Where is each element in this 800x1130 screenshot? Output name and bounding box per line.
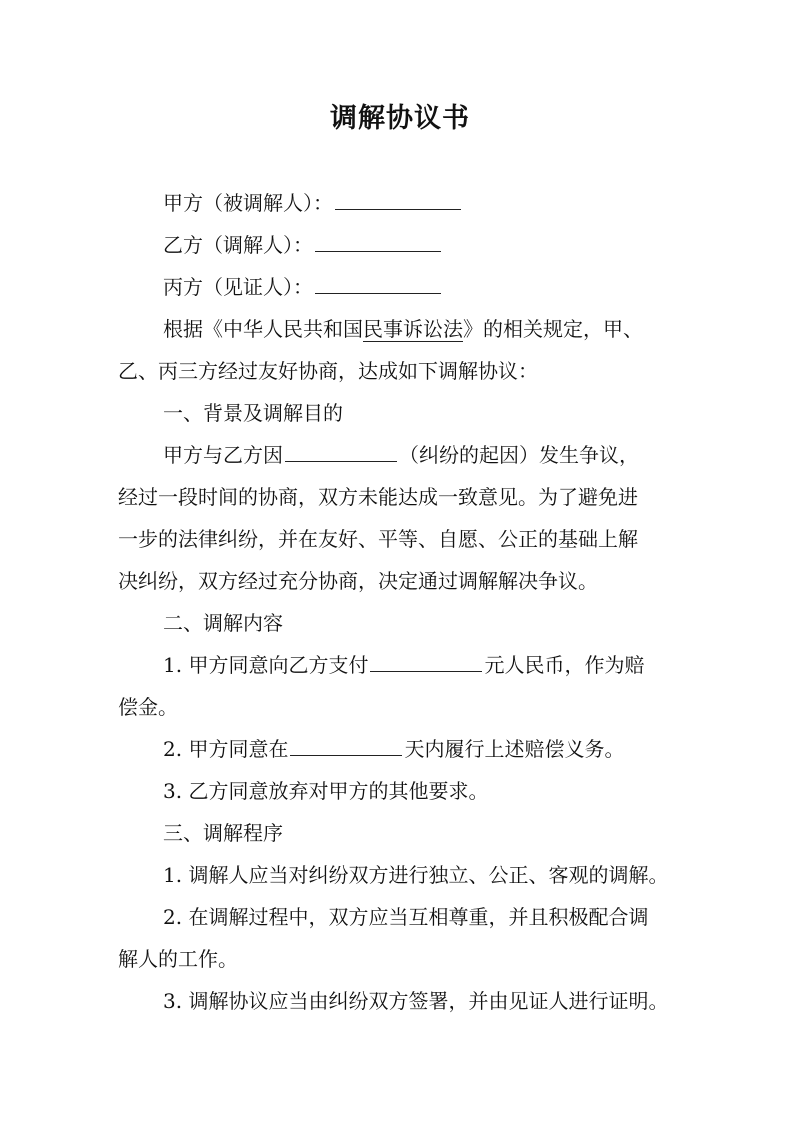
party-b-line [163,230,698,260]
section-3-item-2: 2. 在调解过程中，双方应当互相尊重，并且积极配合调 [163,905,649,929]
section-3-item-2-cont: 解人的工作。 [118,947,238,971]
section-2-item-3: 3. 乙方同意放弃对甲方的其他要求。 [163,779,489,803]
preamble-text: 》的相关规定，甲、 [463,317,643,341]
party-c-line [163,272,698,302]
section-1-line-2: 经过一段时间的协商，双方未能达成一致意见。为了避免进 [118,485,638,509]
section-1-heading: 一、背景及调解目的 [163,401,343,425]
party-c-label: 丙方（见证人）： [163,275,313,299]
section-2-text: 天内履行上述赔偿义务。 [404,737,625,761]
section-1-text: （纠纷的起因）发生争议， [399,443,639,467]
party-b-blank [315,231,441,252]
law-name: 民事诉讼法 [363,317,463,341]
preamble-line-2: 乙、丙三方经过友好协商，达成如下调解协议： [118,359,538,383]
document-title: 调解协议书 [330,103,470,134]
preamble-line-1 [163,314,698,344]
days-blank [290,735,402,756]
section-3-item-3: 3. 调解协议应当由纠纷双方签署，并由见证人进行证明。 [163,989,669,1013]
party-a-label: 甲方（被调解人）： [163,191,333,215]
section-2-text: 元人民币，作为赔 [484,653,645,677]
preamble-text: 根据《中华人民共和国 [163,317,363,341]
section-2-heading: 二、调解内容 [163,611,283,635]
section-3-heading: 三、调解程序 [163,821,283,845]
section-2-text: 2. 甲方同意在 [163,737,289,761]
section-2-item-1 [163,650,698,680]
party-a-line [163,188,698,218]
dispute-cause-blank [285,441,397,462]
party-b-label: 乙方（调解人）： [163,233,313,257]
party-a-blank [335,189,461,210]
section-1-text: 甲方与乙方因 [163,443,283,467]
section-1-line-4: 决纠纷，双方经过充分协商，决定通过调解解决争议。 [118,569,598,593]
section-2-text: 1. 甲方同意向乙方支付 [163,653,369,677]
section-3-item-1: 1. 调解人应当对纠纷双方进行独立、公正、客观的调解。 [163,863,669,887]
section-2-item-1-cont: 偿金。 [118,695,178,719]
party-c-blank [315,273,441,294]
section-1-line-1 [163,440,698,470]
amount-blank [370,651,482,672]
section-2-item-2 [163,734,698,764]
section-1-line-3: 一步的法律纠纷，并在友好、平等、自愿、公正的基础上解 [118,527,638,551]
